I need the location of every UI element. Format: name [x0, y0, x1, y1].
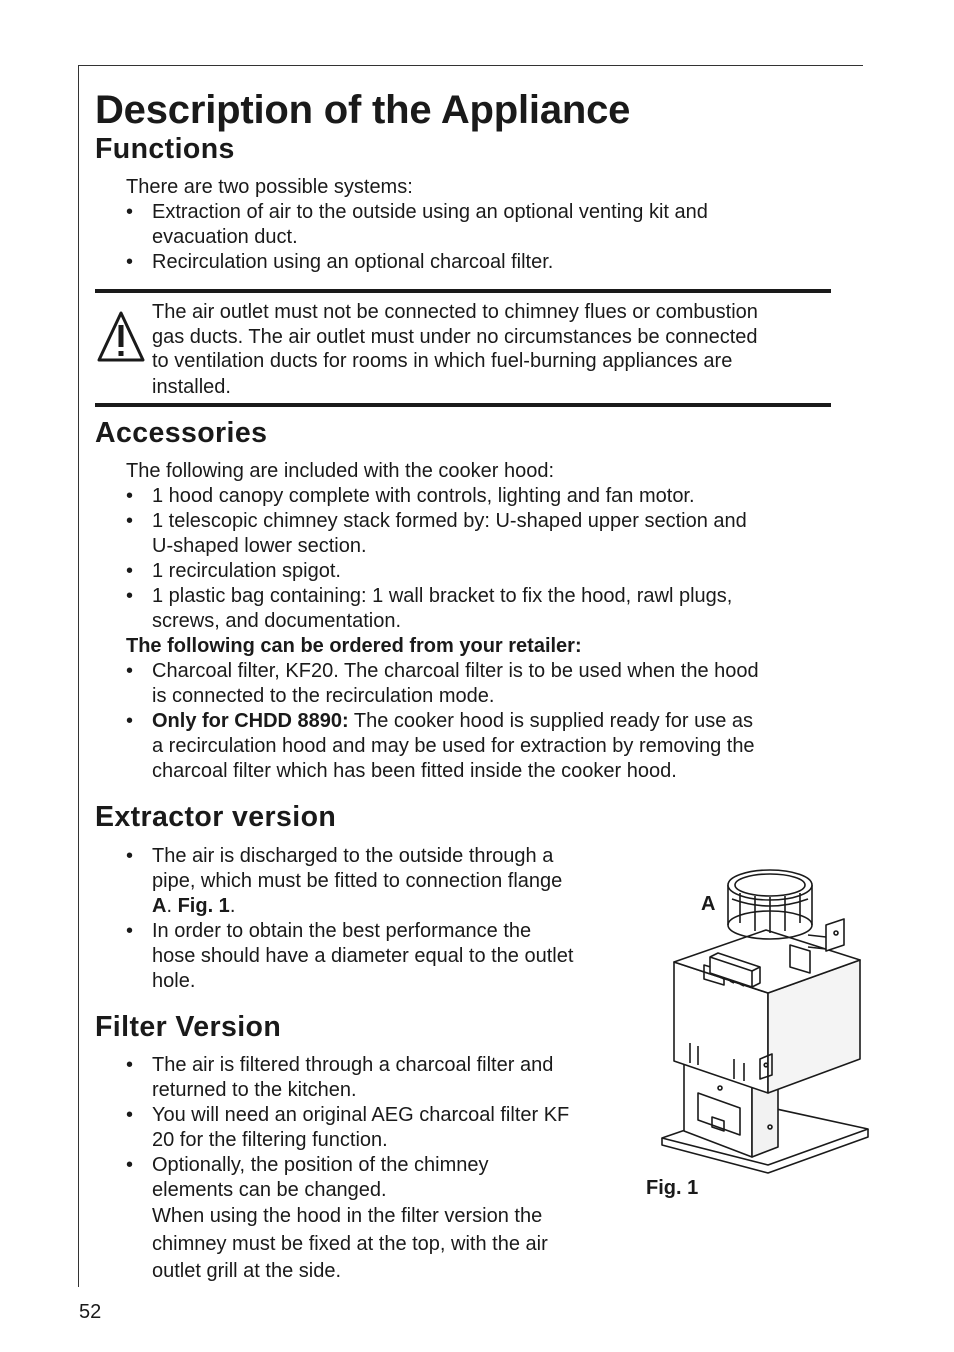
functions-item-1-line-2: evacuation duct. — [152, 226, 298, 248]
bullet: • — [126, 1104, 134, 1126]
extractor-heading: Extractor version — [95, 801, 337, 833]
extractor-item-1-line-1: The air is discharged to the outside through a — [152, 845, 554, 867]
accessories-heading: Accessories — [95, 417, 268, 449]
cooker-hood-illustration — [660, 865, 875, 1190]
bullet: • — [126, 585, 134, 607]
filter-item-1-line-1: The air is filtered through a charcoal filter and — [152, 1054, 554, 1076]
bullet: • — [126, 920, 134, 942]
ref-end: . — [229, 895, 236, 917]
accessories-item-1: 1 hood canopy complete with controls, lighting and fan motor. — [152, 485, 695, 507]
functions-intro: There are two possible systems: — [126, 176, 413, 198]
extractor-item-2-line-1: In order to obtain the best performance the — [152, 920, 532, 942]
warning-triangle-icon — [96, 310, 146, 364]
bullet: • — [126, 1154, 134, 1176]
bullet: • — [126, 485, 134, 507]
warning-line-3: to ventilation ducts for rooms in which fuel-burning appliances are — [152, 350, 733, 372]
figure-label-a: A — [701, 893, 716, 915]
filter-item-3-line-4: chimney must be fixed at the top, with the air — [152, 1233, 548, 1255]
accessories-item-4-line-1: 1 plastic bag containing: 1 wall bracket to fix the hood, rawl plugs, — [152, 585, 733, 607]
filter-item-2-line-2: 20 for the filtering function. — [152, 1129, 388, 1151]
accessories-intro: The following are included with the cooker hood: — [126, 460, 555, 482]
accessories-item-3: 1 recirculation spigot. — [152, 560, 341, 582]
accessories-item-2-line-1: 1 telescopic chimney stack formed by: U-shaped upper section and — [152, 510, 747, 532]
warning-line-4: installed. — [152, 376, 231, 398]
order-heading: The following can be ordered from your retailer: — [126, 635, 582, 657]
bullet: • — [126, 201, 134, 223]
order-item-2-line-2: a recirculation hood and may be used for extraction by removing the — [152, 735, 755, 757]
bullet: • — [126, 1054, 134, 1076]
bullet: • — [126, 251, 134, 273]
order-item-1-line-2: is connected to the recirculation mode. — [152, 685, 495, 707]
filter-item-3-line-2: elements can be changed. — [152, 1179, 387, 1201]
warning-bottom-rule — [95, 403, 831, 407]
functions-item-2: Recirculation using an optional charcoal filter. — [152, 251, 554, 273]
warning-top-rule — [95, 289, 831, 293]
functions-item-1-line-1: Extraction of air to the outside using an optional venting kit and — [152, 201, 708, 223]
extractor-item-2-line-2: hose should have a diameter equal to the outlet — [152, 945, 574, 967]
extractor-item-1-line-3 — [152, 894, 235, 919]
filter-item-3-line-3: When using the hood in the filter version the — [152, 1205, 543, 1227]
frame-top-border — [78, 65, 863, 66]
frame-left-border — [78, 65, 79, 1287]
extractor-item-2-line-3: hole. — [152, 970, 196, 992]
figure-ref: Fig. 1 — [177, 895, 230, 917]
filter-item-1-line-2: returned to the kitchen. — [152, 1079, 357, 1101]
warning-line-2: gas ducts. The air outlet must under no circumstances be connected — [152, 326, 758, 348]
figure-caption: Fig. 1 — [646, 1177, 699, 1199]
accessories-item-2-line-2: U-shaped lower section. — [152, 535, 367, 557]
extractor-item-1-line-2: pipe, which must be fitted to connection flange — [152, 870, 563, 892]
page-number: 52 — [79, 1301, 102, 1323]
model-note-label: Only for CHDD 8890: — [152, 710, 349, 732]
flange-ref: A — [152, 895, 167, 917]
order-item-1-line-1: Charcoal filter, KF20. The charcoal filter is to be used when the hood — [152, 660, 759, 682]
bullet: • — [126, 710, 134, 732]
bullet: • — [126, 660, 134, 682]
functions-heading: Functions — [95, 133, 235, 165]
order-item-2-line-1 — [152, 709, 753, 734]
filter-item-3-line-1: Optionally, the position of the chimney — [152, 1154, 489, 1176]
filter-item-2-line-1: You will need an original AEG charcoal filter KF — [152, 1104, 570, 1126]
bullet: • — [126, 560, 134, 582]
page-title: Description of the Appliance — [95, 88, 631, 132]
bullet: • — [126, 510, 134, 532]
ref-separator: . — [166, 895, 178, 917]
accessories-item-4-line-2: screws, and documentation. — [152, 610, 402, 632]
order-item-2-line-3: charcoal filter which has been fitted inside the cooker hood. — [152, 760, 677, 782]
warning-line-1: The air outlet must not be connected to chimney flues or combustion — [152, 301, 758, 323]
order-item-2-text: The cooker hood is supplied ready for use as — [348, 710, 754, 732]
filter-item-3-line-5: outlet grill at the side. — [152, 1260, 341, 1282]
filter-heading: Filter Version — [95, 1011, 282, 1043]
bullet: • — [126, 845, 134, 867]
